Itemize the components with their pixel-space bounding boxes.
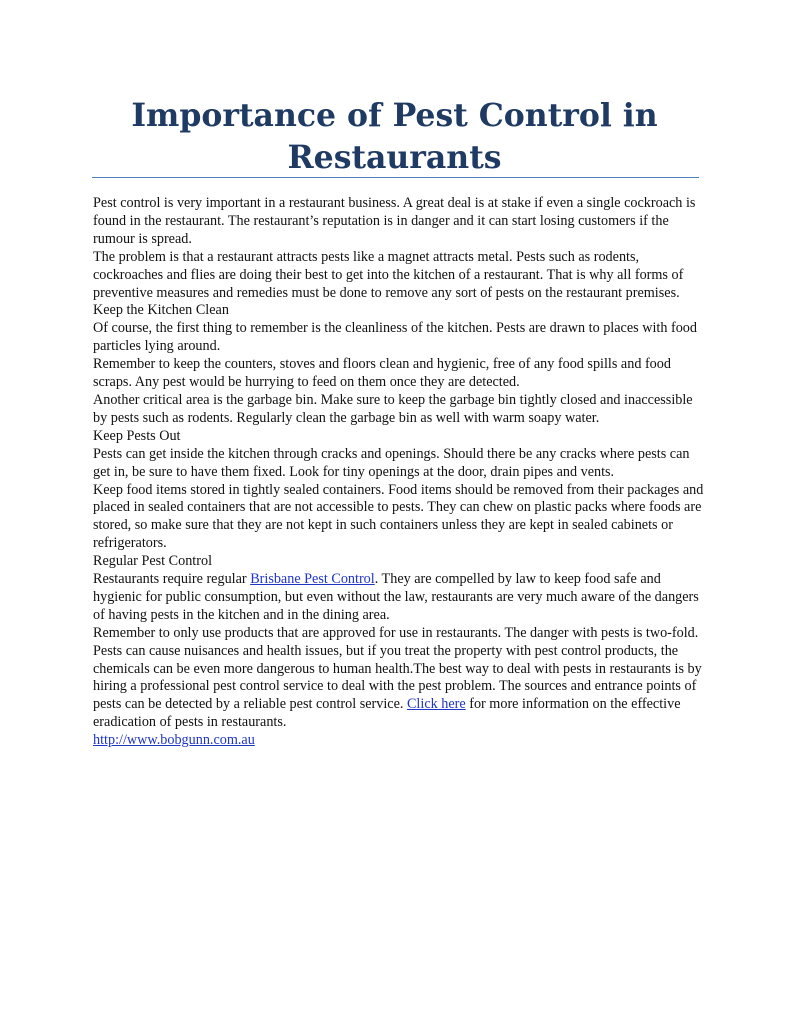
pests-out-paragraph-1: Pests can get inside the kitchen through cracks and openings. Should there be any cracks where pests can get in, be sure to have them fixed. Look for tiny openings at the door, drain pipes and vents. [93, 445, 690, 480]
footer-link-line [93, 732, 705, 750]
intro-paragraph-1: Pest control is very important in a restaurant business. A great deal is at stake if even a single cockroach is found in the restaurant. The restaurant’s reputation is in danger and it can start losing customers if the rumour is spread. [93, 195, 696, 247]
title-line-1: Importance of Pest Control in [131, 97, 658, 134]
kitchen-paragraph-1: Of course, the first thing to remember is the cleanliness of the kitchen. Pests are drawn to places with food particles lying around. [93, 320, 697, 355]
title-line-2: Restaurants [287, 139, 502, 176]
page-title [92, 95, 697, 179]
regular-p2-text-before: Remember to only use products that are approved for use in restaurants. The danger with pests is two-fold. Pests can cause nuisances and health issues, but if you treat the property with pest control products, the chemicals can be even more dangerous to human health.The best way to deal with pests in restaurants is by hiring a professional pest control service to deal with the pest problem. The sources and entrance points of pests can be detected by a reliable pest control service. [93, 624, 702, 713]
kitchen-paragraph-3: Another critical area is the garbage bin. Make sure to keep the garbage bin tightly closed and inaccessible by pests such as rodents. Regularly clean the garbage bin as well with warm soapy water. [93, 391, 693, 426]
title-divider [92, 177, 699, 178]
regular-paragraph-1 [93, 571, 705, 625]
section-heading-pests-out: Keep Pests Out [93, 427, 181, 444]
document-body [93, 195, 705, 750]
regular-p2-text-after: for more information on the effective eradication of pests in restaurants. [93, 696, 681, 731]
section-heading-kitchen: Keep the Kitchen Clean [93, 302, 229, 319]
regular-p1-text-before: Restaurants require regular [93, 571, 251, 588]
bobgunn-website-link[interactable]: http://www.bobgunn.com.au [93, 732, 255, 749]
regular-p1-text-after: . They are compelled by law to keep food safe and hygienic for public consumption, but even without the law, restaurants are very much aware of the dangers of having pests in the kitchen and in the dining area. [93, 571, 699, 623]
kitchen-paragraph-2: Remember to keep the counters, stoves and floors clean and hygienic, free of any food spills and food scraps. Any pest would be hurrying to feed on them once they are detected. [93, 356, 671, 391]
section-heading-regular: Regular Pest Control [93, 553, 213, 570]
intro-paragraph-2: The problem is that a restaurant attracts pests like a magnet attracts metal. Pests such as rodents, cockroaches and flies are doing their best to get into the kitchen of a restaurant. That is why all forms of preventive measures and remedies must be done to remove any sort of pests on the restaurant premises. [93, 248, 684, 301]
pests-out-paragraph-2: Keep food items stored in tightly sealed containers. Food items should be removed from their packages and placed in sealed containers that are not accessible to pests. They can chew on plastic packs where foods are stored, so make sure that they are not kept in such containers unless they are kept in sealed cabinets or refrigerators. [93, 481, 704, 552]
brisbane-pest-control-link[interactable]: Brisbane Pest Control [250, 571, 375, 588]
regular-paragraph-2 [93, 625, 705, 732]
click-here-link[interactable]: Click here [406, 696, 466, 713]
